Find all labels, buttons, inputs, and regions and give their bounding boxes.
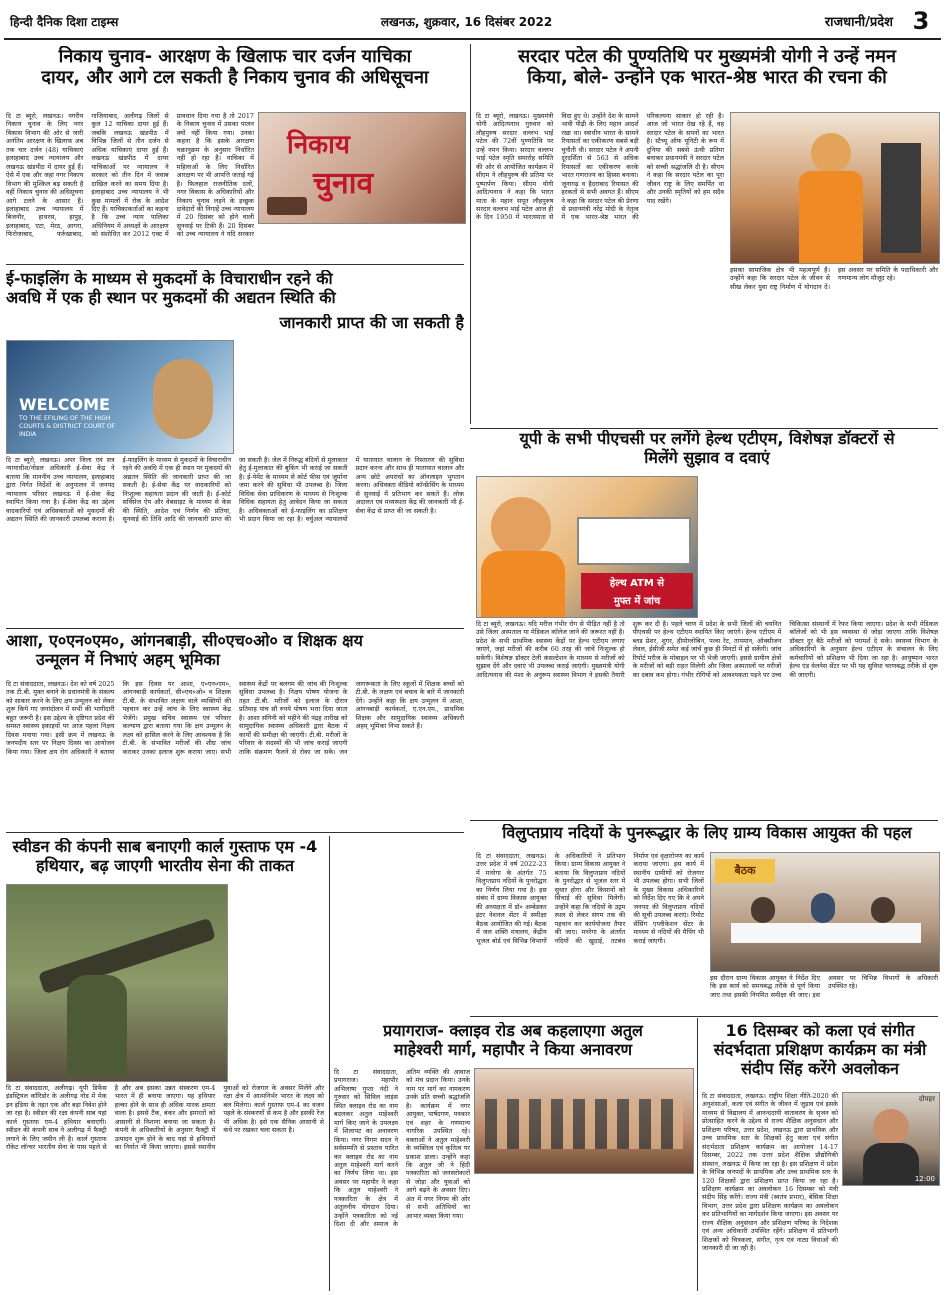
- photo-caption-text: हेल्थ ATM से: [581, 573, 693, 591]
- article-photo: [710, 852, 940, 972]
- section-name: राजधानी/प्रदेश: [824, 15, 893, 30]
- article-headline: [6, 270, 464, 312]
- poster-subtitle: TO THE EFILING OF THE HIGH COURTS & DISTRICT COURT OF INDIA: [19, 415, 116, 439]
- headline-line: 16 दिसम्बर को कला एवं संगीत: [725, 1022, 915, 1040]
- person-body-shape: [863, 1143, 919, 1185]
- page-number: 3: [912, 7, 930, 35]
- article-headline: [476, 46, 938, 106]
- photo-caption-text: मुफ्त में जांच: [581, 591, 693, 609]
- column-divider: [329, 836, 330, 1291]
- photo-caption-text: चुनाव: [313, 166, 374, 201]
- banner-text: बैठक: [715, 859, 775, 883]
- person-head-shape: [873, 1109, 909, 1145]
- article-body: दि टा ब्यूरो, लखनऊ। अपर जिला एवं सत्र न्यायाधीश/नोडल अधिकारी ई-सेवा केंद्र ने बताया कि माननीय उच्च न्यायालय, इलाहाबाद द्वारा निर्गत निर्देशों के अनुपालन में जनपद न्यायालय परिसर लखनऊ में ई-सेवा केंद्र स्थापित किया गया है। ई-सेवा केंद्र का उद्देश्य वादकारियों एवं अधिवक्ताओं को मुकदमों की अद्यतन स्थिति की जानकारी उपलब्ध कराना है। ई-फाइलिंग के माध्यम से मुकदमों के विचाराधीन रहने की अवधि में एक ही स्थान पर मुकदमों की अद्यतन स्थिति की जानकारी प्राप्त की जा सकती है। ई-सेवा केंद्र पर वादकारियों को निःशुल्क सहायता प्रदान की जाती है। ई-कोर्ट सर्विसेज ऐप और वेबसाइट के माध्यम से केस की स्थिति, आदेश एवं निर्णय की प्रतियां, सुनवाई की तिथि आदि की जानकारी प्राप्त की जा सकती है। जेल में निरुद्ध बंदियों से मुलाकात हेतु ई-मुलाकात की बुकिंग भी कराई जा सकती है। ई-पेमेंट के माध्यम से कोर्ट फीस एवं जुर्माना जमा करने की सुविधा भी उपलब्ध है। जिला विधिक सेवा प्राधिकरण के माध्यम से निःशुल्क विधिक सहायता हेतु आवेदन किया जा सकता है। अधिवक्ताओं को ई-फाइलिंग का प्रशिक्षण भी प्रदान किया जा रहा है। वर्चुअल न्यायालयों में यातायात चालान के निस्तारण की सुविधा प्रदान करना और साथ ही यातायात चालान और अन्य छोटे अपराधों का ऑनलाइन भुगतान करना। अधिवक्ता वीडियो कॉन्फ्रेंसिंग के माध्यम से सुनवाई में प्रतिभाग कर सकते हैं। लोक अदालत एवं मध्यस्थता केंद्र की जानकारी भी ई-सेवा केंद्र से प्राप्त की जा सकती है।: [6, 456, 464, 524]
- article-body: दि टा संवाददाता, लखनऊ। उत्तर प्रदेश में वर्ष 2022-23 में मनरेगा के अंतर्गत 75 विलुप्तप्राय नदियों के पुनरोद्धार का निर्णय लिया गया है। इस संबंध में ग्राम्य विकास आयुक्त की अध्यक्षता में डॉ० अम्बेडकर इंटर नेशनल सेंटर में समीक्षा बैठक आयोजित की गई। बैठक में जल शक्ति मंत्रालय, केंद्रीय भूजल बोर्ड एवं विभिन्न विभागों के अधिकारियों ने प्रतिभाग किया। ग्राम्य विकास आयुक्त ने बताया कि विलुप्तप्राय नदियों के पुनरोद्धार से भूजल स्तर में सुधार होगा और किसानों को सिंचाई की सुविधा मिलेगी। उन्होंने कहा कि नदियों के उद्गम स्थल से लेकर संगम तक की पहचान कर कार्ययोजना तैयार की जाए। मनरेगा के अंतर्गत नदियों की खुदाई, तटबंध निर्माण एवं वृक्षारोपण का कार्य कराया जाएगा। इस कार्य में स्थानीय ग्रामीणों को रोजगार भी उपलब्ध होगा। सभी जिलों के मुख्य विकास अधिकारियों को निर्देश दिए गए कि वे अपने जनपद की विलुप्तप्राय नदियों की सूची उपलब्ध कराएं। रिमोट सेंसिंग एप्लीकेशन सेंटर के माध्यम से नदियों की मैपिंग भी कराई जाएगी।: [476, 852, 704, 945]
- column-divider: [470, 44, 471, 424]
- headline-line: यूपी के सभी पीएचसी पर लगेंगे हेल्थ एटीएम, विशेषज्ञ डॉक्टरों से: [519, 430, 895, 448]
- atm-screen-shape: [577, 517, 691, 565]
- article-photo: [842, 1092, 940, 1186]
- headline-line: माहेश्वरी मार्ग, महापौर ने किया अनावरण: [393, 1039, 633, 1059]
- article-photo: [258, 112, 466, 224]
- headline-line: निकाय चुनाव- आरक्षण के खिलाफ चार दर्जन याचिका: [58, 46, 412, 67]
- article-body: दि टा संवाददाता, प्रयागराज। महापौर अभिलाषा गुप्ता नंदी ने गुरुवार को सिविल लाइंस स्थित क्लाइव रोड का नाम बदलकर अतुल माहेश्वरी मार्ग किए जाने के उपलक्ष्य में शिलापट का अनावरण किया। नगर निगम सदन ने सर्वसम्मति से प्रस्ताव पारित कर क्लाइव रोड का नाम अतुल माहेश्वरी मार्ग करने का निर्णय लिया था। इस अवसर पर महापौर ने कहा कि अतुल माहेश्वरी ने पत्रकारिता के क्षेत्र में अतुलनीय योगदान दिया। उन्होंने पत्रकारिता को नई दिशा दी और समाज के अंतिम व्यक्ति की आवाज को मंच प्रदान किया। उनके नाम पर मार्ग का नामकरण उनके प्रति सच्ची श्रद्धांजलि है। कार्यक्रम में नगर आयुक्त, पार्षदगण, पत्रकार एवं शहर के गणमान्य नागरिक उपस्थित रहे। वक्ताओं ने अतुल माहेश्वरी के व्यक्तित्व एवं कृतित्व पर प्रकाश डाला। उन्होंने कहा कि अतुल जी ने हिंदी पत्रकारिता को जनसरोकारों से जोड़ा और युवाओं को आगे बढ़ने के अवसर दिए। अंत में नगर निगम की ओर से सभी अतिथियों का आभार व्यक्त किया गया।: [334, 1068, 470, 1229]
- person-shape: [751, 897, 775, 923]
- divider: [470, 1016, 938, 1017]
- headline-line: प्रयागराज- क्लाइव रोड अब कहलाएगा अतुल: [383, 1022, 643, 1040]
- photo-caption-text: निकाय: [287, 130, 350, 160]
- article-headline: विलुप्तप्राय नदियों के पुनरूद्धार के लिए ग्राम्य विकास आयुक्त की पहल: [502, 824, 912, 842]
- divider: [6, 832, 464, 833]
- article-body-side: [702, 476, 938, 616]
- divider: [470, 428, 938, 429]
- date-line: लखनऊ, शुक्रवार, 16 दिसंबर 2022: [380, 14, 553, 29]
- article-headline: [6, 838, 324, 880]
- person-head-shape: [491, 497, 551, 557]
- article-body: दि टा संवाददाता, अलीगढ़। यूपी डिफेंस इंडस्ट्रियल कॉरिडोर के अलीगढ़ नोड में मेक इन इंडिया के तहत एक और बड़ा निवेश होने जा रहा है। स्वीडन की रक्षा कंपनी साब यहां कार्ल गुस्ताफ एम-4 हथियार बनाएगी। स्वीडन की कंपनी साब ने अलीगढ़ में फैक्ट्री लगाने के लिए जमीन ली है। कार्ल गुस्ताफ रॉकेट लॉन्चर भारतीय सेना के पास पहले से है और अब इसका उन्नत संस्करण एम-4 भारत में ही बनाया जाएगा। यह हथियार हल्का होने के साथ ही अधिक मारक क्षमता वाला है। इससे टैंक, बंकर और इमारतों को आसानी से निशाना बनाया जा सकता है। कंपनी के अधिकारियों के अनुसार फैक्ट्री में उत्पादन शुरू होने के बाद यहां से हथियारों का निर्यात भी किया जाएगा। इससे स्थानीय युवाओं को रोजगार के अवसर मिलेंगे और रक्षा क्षेत्र में आत्मनिर्भर भारत के लक्ष्य को बल मिलेगा। कार्ल गुस्ताफ एम-4 का वजन पहले के संस्करणों से कम है और इसकी रेंज भी अधिक है। इसे एक सैनिक आसानी से कंधे पर रखकर चला सकता है।: [6, 1084, 324, 1152]
- group-shape: [485, 1099, 683, 1149]
- photo-time: 12:00: [914, 1175, 935, 1183]
- article-headline: [476, 430, 938, 472]
- soldier-shape: [67, 975, 127, 1075]
- article-body: दि टा ब्यूरो, लखनऊ। यदि मरीज गंभीर रोग से पीड़ित नहीं है तो उसे जिला अस्पताल या मेडिकल कॉलेज जाने की जरूरत नहीं है। प्रदेश के सभी प्राथमिक स्वास्थ्य केंद्रों पर हेल्थ एटीएम लगाए जाएंगे, जहां मरीजों की करीब 60 तरह की जांचें निःशुल्क हो सकेंगी। विशेषज्ञ डॉक्टर टेली कंसल्टेशन के माध्यम से मरीजों को सुझाव देंगे और दवाएं भी उपलब्ध कराई जाएंगी। मुख्यमंत्री योगी आदित्यनाथ की मंशा के अनुरूप स्वास्थ्य विभाग ने इसकी तैयारी शुरू कर दी है। पहले चरण में प्रदेश के सभी जिलों की चयनित पीएचसी पर हेल्थ एटीएम स्थापित किए जाएंगे। हेल्थ एटीएम में ब्लड प्रेशर, शुगर, हीमोग्लोबिन, पल्स रेट, तापमान, ऑक्सीजन लेवल, ईसीजी समेत कई जांचें कुछ ही मिनटों में हो सकेंगी। जांच रिपोर्ट मरीज के मोबाइल पर भी भेजी जाएगी। इससे ग्रामीण क्षेत्रों के मरीजों को बड़ी राहत मिलेगी और जिला अस्पतालों पर मरीजों का दबाव कम होगा। गंभीर रोगियों को आवश्यकता पड़ने पर उच्च चिकित्सा संस्थानों में रेफर किया जाएगा। प्रदेश के सभी मेडिकल कॉलेजों को भी इस व्यवस्था से जोड़ा जाएगा ताकि विशेषज्ञ डॉक्टर दूर बैठे मरीजों को परामर्श दे सकें। स्वास्थ्य विभाग के अधिकारियों के अनुसार हेल्थ एटीएम के संचालन के लिए कर्मचारियों को प्रशिक्षण भी दिया जा रहा है। आयुष्मान भारत हेल्थ एंड वेलनेस सेंटर पर भी यह सुविधा चरणबद्ध तरीके से शुरू की जाएगी।: [476, 620, 938, 679]
- article-headline: [6, 632, 464, 674]
- masthead: [4, 4, 941, 40]
- person-shape: [871, 897, 895, 923]
- article-body-continued: [842, 1188, 938, 1290]
- headline-line: संदर्भदाता प्रशिक्षण कार्यक्रम का मंत्री: [713, 1039, 927, 1059]
- article-photo: [730, 112, 940, 264]
- paper-name: हिन्दी दैनिक दिशा टाइम्स: [10, 14, 119, 29]
- article-headline: [334, 1022, 692, 1064]
- headline-line: दायर, और आगे टल सकती है निकाय चुनाव की अधिसूचना: [41, 67, 429, 89]
- headline-line: सरदार पटेल की पुण्यतिथि पर मुख्यमंत्री योगी ने उन्हें नमन: [518, 46, 896, 67]
- divider: [6, 628, 464, 629]
- photo-label: दोपहर: [918, 1095, 935, 1103]
- photo-caption: इस दौरान ग्राम्य विकास आयुक्त ने निर्देश दिए कि इस कार्य को समयबद्ध तरीके से पूर्ण किया जाए तथा इसकी नियमित समीक्षा की जाए। इस अवसर पर विभिन्न विभागों के अधिकारी उपस्थित रहे।: [710, 974, 938, 999]
- article-photo: [476, 476, 698, 618]
- article-photo: [474, 1068, 694, 1174]
- poster-title: WELCOME: [19, 395, 110, 414]
- launcher-shape: [38, 918, 216, 995]
- article-photo: [6, 884, 228, 1082]
- article-headline: [702, 1022, 938, 1088]
- article-body: दि टा संवाददाता, लखनऊ। राष्ट्रीय शिक्षा नीति-2020 की अनुशंसाओं, कला एवं संगीत के जीवन में जुड़ाव एवं इसके माध्यम से विद्यालय में आनन्ददायी वातावरण के सृजन को प्रोत्साहित करने के उद्देश्य से राज्य शैक्षिक अनुसंधान और प्रशिक्षण परिषद, उत्तर प्रदेश, लखनऊ द्वारा प्राथमिक और उच्च प्राथमिक स्तर के शिक्षकों हेतु कला एवं संगीत संदर्भदाता प्रशिक्षण कार्यक्रम का आयोजन 14-17 दिसम्बर, 2022 तक उत्तर प्रदेश शैक्षिक प्रौद्योगिकी संस्थान, लखनऊ में किया जा रहा है। इस प्रशिक्षण में प्रदेश के विभिन्न जनपदों के प्राथमिक और उच्च प्राथमिक स्तर के 120 शिक्षकों द्वारा प्रशिक्षण प्राप्त किया जा रहा है। प्रशिक्षण कार्यक्रम का अवलोकन 16 दिसम्बर को मंत्री संदीप सिंह करेंगे। राज्य मंत्री (स्वतंत्र प्रभार), बेसिक शिक्षा विभाग, उत्तर प्रदेश द्वारा प्रशिक्षण कार्यक्रम का अवलोकन कर प्रतिभागियों का मार्गदर्शन किया जाएगा। इस अवसर पर राज्य शैक्षिक अनुसंधान और प्रशिक्षण परिषद के निदेशक एवं अन्य अधिकारी उपस्थित रहेंगे। प्रशिक्षण में प्रतिभागी शिक्षकों को चित्रकला, संगीत, नृत्य एवं नाट्य विधाओं की जानकारी दी जा रही है।: [702, 1092, 838, 1253]
- statue-shape: [881, 143, 921, 253]
- ballot-box-shape: [267, 197, 307, 215]
- headline-line: स्वीडन की कंपनी साब बनाएगी कार्ल गुस्ताफ एम -4: [12, 838, 318, 856]
- article-body-continued: [474, 1176, 692, 1290]
- headline-line: संदीप सिंह करेंगे अवलोकन: [741, 1058, 899, 1078]
- divider: [470, 820, 938, 821]
- article-body: दि टा ब्यूरो, लखनऊ। मुख्यमंत्री योगी आदित्यनाथ गुरुवार को लौहपुरुष सरदार वल्लभ भाई पटेल की 72वीं पुण्यतिथि पर उन्हें नमन किया। सरदार वल्लभ भाई पटेल स्मृति समारोह समिति की ओर से आयोजित कार्यक्रम में सीएम ने लौहपुरुष की प्रतिमा पर पुष्पार्पण किया। सीएम योगी आदित्यनाथ ने कहा कि भारत माता के महान सपूत लौहपुरुष सरदार वल्लभ भाई पटेल आज ही के दिन 1950 में भारतमाता से विदा हुए थे। उन्होंने देश के सामने भावी पीढ़ी के लिए महान आदर्श रखा था। स्वाधीन भारत के सामने रियासतों का एकीकरण सबसे बड़ी चुनौती थी। सरदार पटेल ने अपनी दूरदर्शिता से 563 से अधिक रियासतों का एकीकरण करके भारत गणराज्य का हिस्सा बनाया। जूनागढ़ व हैदराबाद रियासत की हरकतों से सभी अवगत हैं। सीएम ने कहा कि सरदार पटेल की प्रेरणा से प्रधानमंत्री नरेंद्र मोदी के नेतृत्व में एक भारत-श्रेष्ठ भारत की परिकल्पना साकार हो रही है। आज जो भारत देख रहे हैं, वह सरदार पटेल के सपनों का भारत है। स्टैच्यू ऑफ यूनिटी के रूप में दुनिया की सबसे ऊंची प्रतिमा बनाकर प्रधानमंत्री ने सरदार पटेल को सच्ची श्रद्धांजलि दी है। सीएम ने कहा कि सरदार पटेल का पूरा जीवन राष्ट्र के लिए समर्पित था और उनकी स्मृतियों को हम सदैव याद रखेंगे।: [476, 112, 724, 222]
- article-headline: [6, 46, 464, 106]
- article-headline-line3: जानकारी प्राप्त की जा सकती है: [279, 314, 464, 332]
- headline-line: उन्मूलन में निभाएं अहम् भूमिका: [36, 649, 220, 669]
- person-body-shape: [481, 551, 565, 617]
- photo-caption: इसका सामाजिक क्षेत्र भी महत्वपूर्ण है। उन्होंने कहा कि सरदार पटेल के जीवन से सीख लेकर युवा राष्ट्र निर्माण में योगदान दें। इस अवसर पर समिति के पदाधिकारी और गणमान्य लोग मौजूद रहे।: [730, 266, 938, 291]
- person-body-shape: [799, 171, 863, 263]
- headline-line: आशा, ए०एन०एम०, आंगनबाड़ी, सी०एच०ओ० व शिक्षक क्षय: [6, 632, 363, 650]
- headline-line: ई-फाइलिंग के माध्यम से मुकदमों के विचाराधीन रहने की: [6, 270, 333, 288]
- article-photo: [6, 340, 234, 454]
- column-divider: [697, 1018, 698, 1291]
- hands-shape: [153, 359, 213, 439]
- headline-line: किया, बोले- उन्होंने एक भारत-श्रेष्ठ भारत की रचना की: [527, 67, 887, 89]
- divider: [6, 264, 464, 265]
- person-head-shape: [811, 133, 851, 173]
- headline-line: मिलेंगे सुझाव व दवाएं: [644, 447, 770, 467]
- article-body-side: [232, 884, 324, 1080]
- headline-line: अवधि में एक ही स्थान पर मुकदमों की अद्यतन स्थिति की: [6, 287, 336, 307]
- headline-line: हथियार, बढ़ जाएगी भारतीय सेना की ताकत: [36, 855, 294, 875]
- article-body-continued: [258, 228, 464, 262]
- person-shape: [811, 893, 835, 923]
- article-body: दि टा संवाददाता, लखनऊ। देश को वर्ष 2025 तक टी.बी. मुक्त बनाने के प्रधानमंत्री के संकल्प को साकार करने के लिए क्षय उन्मूलन को लेकर शुरू किये गए जनांदोलन में सभी की भागीदारी बहुत जरूरी है। इस उद्देश्य के दृष्टिगत प्रदेश की समस्त स्वास्थ्य इकाइयों पर आज पहला निक्षय दिवस मनाया गया। इसी क्रम में लखनऊ के जनपदीय स्तर पर निक्षय दिवस का आयोजन किया गया। जिला क्षय रोग अधिकारी ने बताया कि इस दिवस पर आशा, ए०एन०एम०, आंगनबाड़ी कार्यकर्ता, सी०एच०ओ० व शिक्षक टी.बी. के संभावित लक्षण वाले व्यक्तियों की पहचान कर उन्हें जांच के लिए स्वास्थ्य केंद्र भेजेंगे। प्रमुख सचिव स्वास्थ्य एवं परिवार कल्याण द्वारा बताया गया कि क्षय उन्मूलन के लक्ष्य को हासिल करने के लिए आवश्यक है कि टी.बी. के संभावित मरीजों की शीघ्र जांच कराकर उनका इलाज शुरू कराया जाए। सभी स्वास्थ्य केंद्रों पर बलगम की जांच की निःशुल्क सुविधा उपलब्ध है। निक्षय पोषण योजना के तहत टी.बी. मरीजों को इलाज के दौरान प्रतिमाह पांच सौ रुपये पोषण भत्ता दिया जाता है। आशा संगिनी को महीने की पंद्रह तारीख को सामुदायिक स्वास्थ्य अधिकारी द्वारा बैठक में कार्यों की समीक्षा की जाएगी। टी.बी. मरीजों के परिवार के सदस्यों की भी जांच कराई जाएगी ताकि संक्रमण फैलने से रोका जा सके। जन जागरूकता के लिए स्कूलों में शिक्षक बच्चों को टी.बी. के लक्षण एवं बचाव के बारे में जानकारी देंगे। उन्होंने कहा कि क्षय उन्मूलन में आशा, आंगनबाड़ी कार्यकर्ता, ए.एन.एम., प्राथमिक शिक्षक और सामुदायिक स्वास्थ्य अधिकारी अहम् भूमिका निभा सकते हैं।: [6, 680, 464, 756]
- table-shape: [731, 923, 921, 943]
- article-body: दि टा ब्यूरो, लखनऊ। नगरीय निकाय चुनाव के लिए नगर विकास विभाग की ओर से जारी अनंतिम आरक्षण के खिलाफ अब तक चार दर्जन (48) याचिकाएं इलाहाबाद उच्च न्यायालय और लखनऊ खंडपीठ में दायर हुई हैं। ऐसे में एक और जहां नगर निकाय विभाग की मुश्किल बढ़ सकती है वहीं निकाय चुनाव की अधिसूचना आगे टलने के आसार हैं। इलाहाबाद उच्च न्यायालय में बिजनौर, हाथरस, हापुड़, इलाहाबाद, एटा, मेरठ, आगरा, फिरोजाबाद, फर्रुखाबाद, गाजियाबाद, अलीगढ़ जिलों से कुल 12 याचिका दायर हुई हैं। जबकि लखनऊ खंडपीठ में विभिन्न जिलों से तीन दर्जन से अधिक याचिकाएं दायर हुई हैं। लखनऊ खंडपीठ में दायर याचिकाओं पर न्यायालय ने सरकार को तीन दिन में जवाब दाखिल करने का समय दिया है। इलाहाबाद उच्च न्यायालय ने भी कुछ मामलों में रोक के आदेश दिए हैं। याचिकाकर्ताओं का कहना है कि उच्च न्याय पालिका अधिनियम में अध्यक्षों के आरक्षण को संशोधित कर 2012 एक्ट में प्रावधान दिया गया है तो 2017 के निकाय चुनाव में उसका पालन क्यों नहीं किया गया। उनका कहना है कि इसके आरक्षण चक्रानुक्रम के अनुसार निर्धारित नहीं हो रहा है। याचिका में महिलाओं के लिए निर्धारित आरक्षण पर भी आपत्ति जताई गई है। फिलहाल राजनीतिक दलों, नगर विकास के अधिकारियों और निकाय चुनाव लड़ने के इच्छुक दावेदारों की निगाहें उच्च न्यायालय में 20 दिसंबर को होने वाली सुनवाई पर टिकी हैं। 20 दिसंबर को उच्च न्यायालय ने यदि सरकार: [6, 112, 254, 239]
